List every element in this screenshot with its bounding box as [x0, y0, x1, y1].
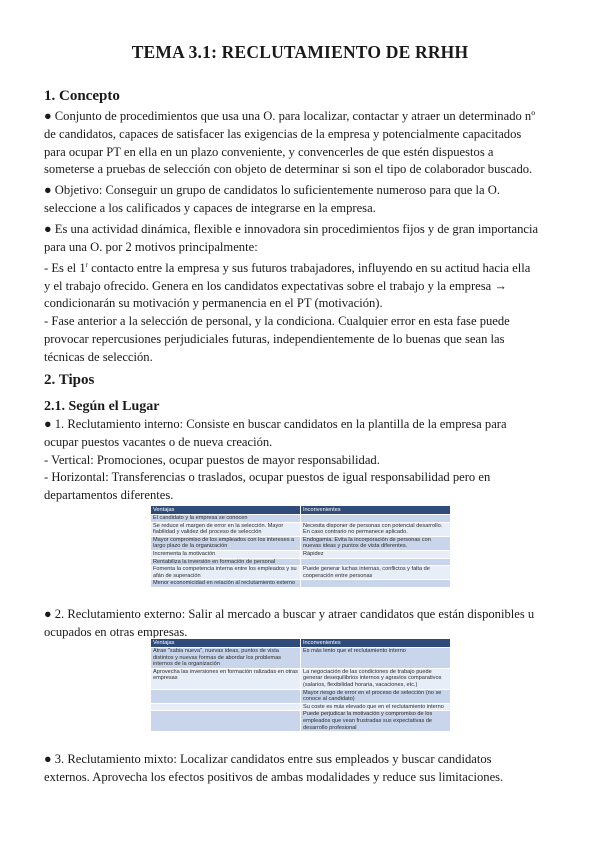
table-externo [150, 638, 451, 732]
table-cell: Necesita disponer de personas con potencial desarrollo. En caso contrario no permanece aplicado. [301, 522, 451, 536]
text-line: condicionarán su motivación y permanencia en el PT (motivación). [44, 296, 383, 311]
text-line: y el trabajo ofrecido. Genera en los candidatos expectativas sobre el trabajo y la empresa → [44, 278, 507, 293]
text-line: ocupados en otras empresas. [44, 624, 188, 639]
text-line: técnicas de selección. [44, 349, 153, 364]
table-cell [301, 558, 451, 566]
table-cell: Incrementa la motivación [151, 550, 301, 558]
superscript: r [85, 260, 88, 269]
text-line: ocupar puestos vacantes o de nueva creación. [44, 434, 273, 449]
table-interno [150, 505, 451, 588]
section-heading-tipos: 2. Tipos [44, 372, 95, 388]
text-line: ● 1. Reclutamiento interno: Consiste en buscar candidatos en la plantilla de la empresa para [44, 417, 507, 431]
table-row [151, 522, 451, 536]
table-cell: Rápidez [301, 550, 451, 558]
table-row [151, 689, 451, 703]
text-line: someterse a pruebas de selección con objeto de determinar si son el tipo de colaborador buscado. [44, 162, 533, 177]
concepto-paragraph-importancia [44, 221, 560, 367]
text-line: de candidatos, capaces de satisfacer las exigencias de la empresa y potencialmente capacitados [44, 126, 522, 141]
table-cell: Rentabiliza la inversión en formación de personal [151, 558, 301, 566]
reclutamiento-interno-paragraph [44, 416, 560, 505]
reclutamiento-mixto-paragraph [44, 751, 560, 787]
table-row [151, 566, 451, 580]
text-line: ● 2. Reclutamiento externo: Salir al mercado a buscar y atraer candidatos que están disponibles u [44, 607, 535, 621]
table-cell: Es más lento que el reclutamiento interno [301, 648, 451, 669]
table-cell [151, 703, 301, 711]
text-line: - Fase anterior a la selección de personal, y la condiciona. Cualquier error en esta fase puede [44, 314, 510, 329]
text-fragment: - Es el 1 [44, 260, 86, 275]
text-line: departamentos diferentes. [44, 488, 174, 503]
text-line: ● Es una actividad dinámica, flexible e innovadora sin procedimientos fijos y de gran importancia [44, 222, 539, 236]
bullet-first-contact [44, 257, 560, 278]
concepto-paragraph-definition [44, 108, 560, 179]
table-cell: Puede generar luchas internas, conflictos y falta de cooperación entre personas [301, 566, 451, 580]
table-header: Inconvenientes [301, 639, 451, 648]
table-row [151, 558, 451, 566]
table-cell: Se reduce el margen de error en la selección. Mayor fiabilidad y validez del proceso de selección [151, 522, 301, 536]
table-cell [151, 689, 301, 703]
text-line: externos. Aprovecha los efectos positivos de ambas modalidades y reduce sus limitaciones. [44, 769, 504, 784]
text-line: provocar repercusiones perjudiciales futuras, independientemente de lo buenas que sean las [44, 331, 505, 346]
text-line: - Horizontal: Transferencias o traslados, ocupar puestos de igual responsabilidad pero en [44, 470, 491, 485]
text-fragment: contacto entre la empresa y sus futuros trabajadores, influyendo en su actitud hacia ella [87, 260, 531, 275]
text-line: seleccione a los calificados y capaces de integrarse en la empresa. [44, 200, 376, 215]
text-line: ● Conjunto de procedimientos que usa una O. para localizar, contactar y atraer un determinado nº [44, 109, 536, 123]
table-cell [301, 515, 451, 523]
table-cell: Endogamia. Evita la incorporación de personas con nuevas ideas y puntos de vista diferentes. [301, 536, 451, 550]
table-header: Ventajas [151, 506, 301, 515]
table-cell: Atrae "sabia nueva", nuevas ideas, puntos de vista distintos y nuevas formas de abordar los problemas internos de la organización [151, 648, 301, 669]
table-cell [301, 580, 451, 588]
subsection-heading-lugar: 2.1. Según el Lugar [44, 399, 160, 414]
table-cell [151, 711, 301, 732]
text-line: para una O. por 2 motivos principalmente: [44, 239, 258, 254]
concepto-paragraph-objetivo [44, 182, 560, 218]
page-title: TEMA 3.1: RECLUTAMIENTO DE RRHH [131, 42, 469, 62]
table-row [151, 668, 451, 689]
table-header: Ventajas [151, 639, 301, 648]
table-row [151, 550, 451, 558]
table-cell: Mayor riesgo de error en el proceso de selección (no se conoce al candidato) [301, 689, 451, 703]
text-line: ● 3. Reclutamiento mixto: Localizar candidatos entre sus empleados y buscar candidatos [44, 752, 492, 766]
table-cell: Su coste es más elevado que en el reclutamiento interno [301, 703, 451, 711]
reclutamiento-externo-paragraph [44, 606, 560, 642]
text-line: - Vertical: Promociones, ocupar puestos de mayor responsabilidad. [44, 452, 380, 467]
table-cell: La negociación de las condiciones de trabajo puede generar desequilibrios internos y agravios comparativos (salarios, flexibilidad horaria, vacaciones, etc.) [301, 668, 451, 689]
section-heading-concepto: 1. Concepto [44, 88, 120, 104]
table-cell: Menor economicidad en relación al reclutamiento externo [151, 580, 301, 588]
table-cell: Mayor compromiso de los empleados con los intereses a largo plazo de la organización [151, 536, 301, 550]
table-cell: El candidato y la empresa se conocen [151, 515, 301, 523]
text-line: ● Objetivo: Conseguir un grupo de candidatos lo suficientemente numeroso para que la O. [44, 183, 500, 197]
table-row [151, 648, 451, 669]
table-row [151, 711, 451, 732]
table-cell: Aprovecha las inversiones en formación ralizadas en otras empresas [151, 668, 301, 689]
table-cell: Puede perjudicar la motivación y compromiso de los empleados que vean frustradas sus expectativas de desarrollo profesional [301, 711, 451, 732]
table-row [151, 580, 451, 588]
table-cell: Fomenta la competencia interna entre los empleados y su afán de superación [151, 566, 301, 580]
table-row [151, 515, 451, 523]
table-row [151, 536, 451, 550]
table-header: Inconvenientes [301, 506, 451, 515]
text-line: para ocupar PT en ella en un plazo conveniente, y convencerles de que estén dispuestos a [44, 144, 494, 159]
table-row [151, 703, 451, 711]
